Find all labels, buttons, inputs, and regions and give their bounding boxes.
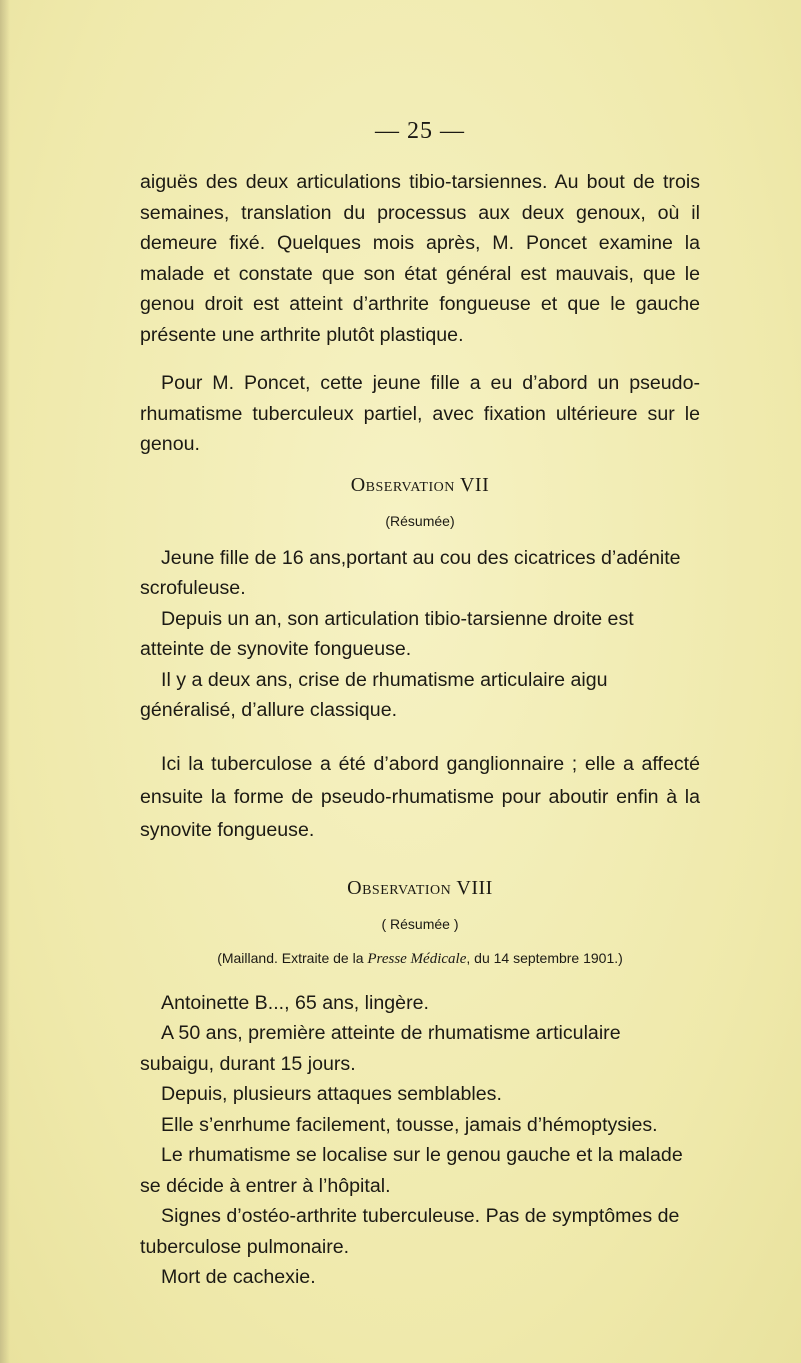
paragraph-continuation: aiguës des deux articulations tibio-tarsiennes. Au bout de trois semaines, translation du processus aux deux genoux, où il demeure fixé. Quelques mois après, M. Poncet examine la malade et constate que son état général est mauvais, que le genou droit est atteint d’arthrite fongueuse et que le gauche présente une arthrite plutôt plastique.: [140, 171, 700, 346]
observation-viii-title: Observation VIII: [347, 876, 493, 899]
observation-viii-subtitle: ( Résumée ): [381, 915, 459, 932]
source-suffix: , du 14 septembre 1901.): [466, 949, 623, 966]
observation-viii-line: Mort de cachexie.: [161, 1266, 316, 1288]
observation-viii-line: Le rhumatisme se localise sur le genou gauche et la malade se décide à entrer à l’hôpital.: [140, 1144, 683, 1197]
observation-vii-body: [140, 543, 700, 726]
observation-viii-line: Signes d’ostéo-arthrite tuberculeuse. Pas de symptômes de tuberculose pulmonaire.: [140, 1205, 680, 1258]
source-prefix: (Mailland. Extraite de la: [217, 949, 368, 966]
observation-viii-line: Antoinette B..., 65 ans, lingère.: [161, 991, 429, 1014]
observation-viii-body: [140, 988, 700, 1293]
observation-vii-line: Jeune fille de 16 ans,portant au cou des cicatrices d’adénite scrofuleuse.: [140, 546, 681, 599]
book-page: [140, 118, 700, 1293]
paragraph-poncet: Pour M. Poncet, cette jeune fille a eu d’abord un pseudo-rhumatisme tuberculeux partiel, avec fixation ultérieure sur le genou.: [140, 372, 700, 455]
observation-viii-line: Depuis, plusieurs attaques semblables.: [161, 1083, 502, 1105]
observation-vii-title: Observation VII: [350, 473, 490, 496]
observation-viii-source: [140, 950, 700, 968]
page-number: — 25 —: [375, 118, 465, 144]
observation-viii-line: Elle s’enrhume facilement, tousse, jamais d’hémoptysies.: [161, 1113, 658, 1136]
observation-viii-line: A 50 ans, première atteinte de rhumatisme articulaire subaigu, durant 15 jours.: [140, 1022, 621, 1075]
observation-vii-line: Il y a deux ans, crise de rhumatisme articulaire aigu généralisé, d’allure classique.: [140, 668, 608, 721]
observation-vii-line: Depuis un an, son articulation tibio-tarsienne droite est atteinte de synovite fongueuse.: [140, 607, 634, 660]
observation-vii-comment: Ici la tuberculose a été d’abord ganglionnaire ; elle a affecté ensuite la forme de pseudo-rhumatisme pour aboutir enfin à la synovite fongueuse.: [140, 752, 700, 841]
observation-vii-subtitle: (Résumée): [385, 512, 455, 529]
page-edge-shadow: [0, 0, 10, 1363]
source-journal: Presse Médicale: [367, 950, 467, 967]
